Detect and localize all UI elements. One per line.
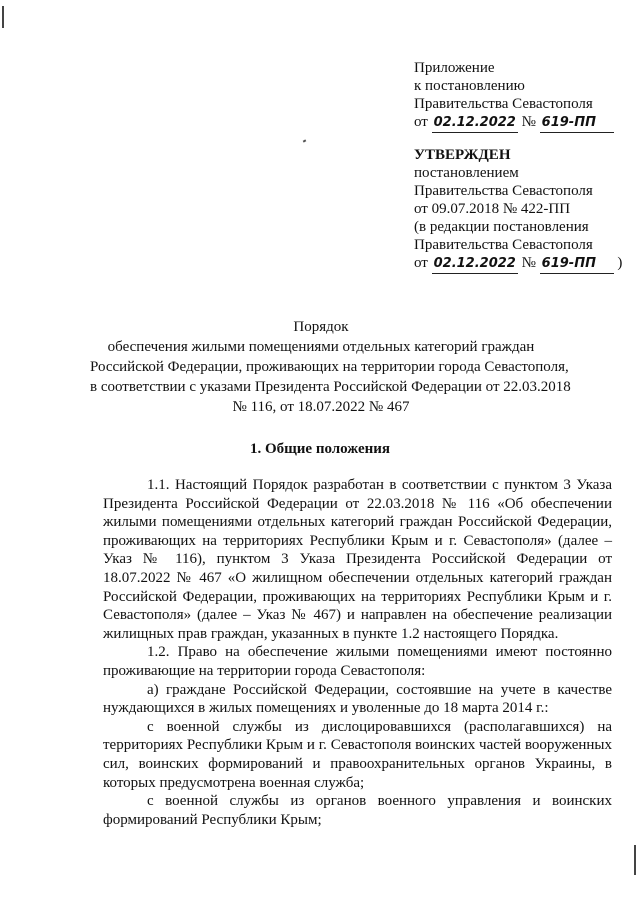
approval-by-resolution: постановлением bbox=[414, 165, 519, 181]
title-line-2: обеспечения жилыми помещениями отдельных категорий граждан bbox=[107, 339, 535, 355]
attachment-government: Правительства Севастополя bbox=[414, 96, 593, 112]
attachment-handwritten-number: 619-ПП bbox=[540, 114, 614, 133]
approval-closing-paren: ) bbox=[617, 255, 623, 271]
approval-revision-government: Правительства Севастополя bbox=[414, 237, 593, 253]
approval-header bbox=[414, 146, 624, 274]
paragraph-military-service-ukraine: с военной службы из дислоцировавшихся (располагавшихся) на территориях Республики Крым и г. Севастополя воинских частей вооруженных сил, воинских формирований и правоохранительных органов Украины, в которых предусмотрена военная служба; bbox=[103, 718, 612, 791]
attachment-header bbox=[414, 59, 624, 133]
paragraph-a: а) граждане Российской Федерации, состоявшие на учете в качестве нуждающихся в жилых помещениях и уволенные до 18 марта 2014 г.: bbox=[103, 681, 612, 717]
attachment-date-prefix: от bbox=[414, 114, 428, 130]
attachment-handwritten-date: 02.12.2022 bbox=[432, 114, 518, 133]
paragraph-military-service-crimea: с военной службы из органов военного управления и воинских формирований Республики Крым; bbox=[103, 793, 612, 828]
approval-title: УТВЕРЖДЕН bbox=[414, 147, 511, 163]
stray-mark bbox=[303, 139, 307, 142]
attachment-number-prefix: № bbox=[521, 114, 536, 130]
section-body bbox=[103, 476, 612, 829]
attachment-date-line bbox=[414, 113, 624, 133]
approval-date-line bbox=[414, 254, 624, 274]
approval-original-date: от 09.07.2018 № 422-ПП bbox=[414, 201, 571, 217]
approval-government: Правительства Севастополя bbox=[414, 183, 593, 199]
attachment-to-resolution: к постановлению bbox=[414, 78, 525, 94]
section-heading-general-provisions: 1. Общие положения bbox=[249, 441, 391, 457]
title-line-3: Российской Федерации, проживающих на территории города Севастополя, bbox=[90, 359, 569, 375]
paragraph-1-2: 1.2. Право на обеспечение жилыми помещениями имеют постоянно проживающие на территории города Севастополя: bbox=[103, 644, 612, 679]
attachment-label: Приложение bbox=[414, 60, 495, 76]
scan-edge-mark-right bbox=[634, 845, 636, 875]
approval-handwritten-date: 02.12.2022 bbox=[432, 255, 518, 274]
approval-handwritten-number: 619-ПП bbox=[540, 255, 614, 274]
approval-date-prefix: от bbox=[414, 255, 428, 271]
title-procedure: Порядок bbox=[293, 319, 349, 335]
approval-revision-note: (в редакции постановления bbox=[414, 219, 589, 235]
title-line-4: в соответствии с указами Президента Российской Федерации от 22.03.2018 bbox=[90, 379, 571, 395]
approval-number-prefix: № bbox=[521, 255, 536, 271]
paragraph-1-1: 1.1. Настоящий Порядок разработан в соответствии с пунктом 3 Указа Президента Российской Федерации от 22.03.2018 № 116 «Об обеспечении жилыми помещениями отдельных категорий граждан Российской Федерации, проживающих на территориях Республики Крым и г. Севастополя» (далее – Указ № 116), пунктом 3 Указа Президента Российской Федерации от 18.07.2022 № 467 «О жилищном обеспечении отдельных категорий граждан Российской Федерации, проживающих на территориях Республики Крым и г. Севастополя» (далее – Указ № 467) и направлен на обеспечение реализации жилищных прав граждан, указанных в пункте 1.2 настоящего Порядка. bbox=[103, 477, 612, 642]
scan-edge-mark bbox=[2, 6, 4, 28]
document-title bbox=[90, 317, 571, 417]
title-line-5: № 116, от 18.07.2022 № 467 bbox=[232, 399, 410, 415]
